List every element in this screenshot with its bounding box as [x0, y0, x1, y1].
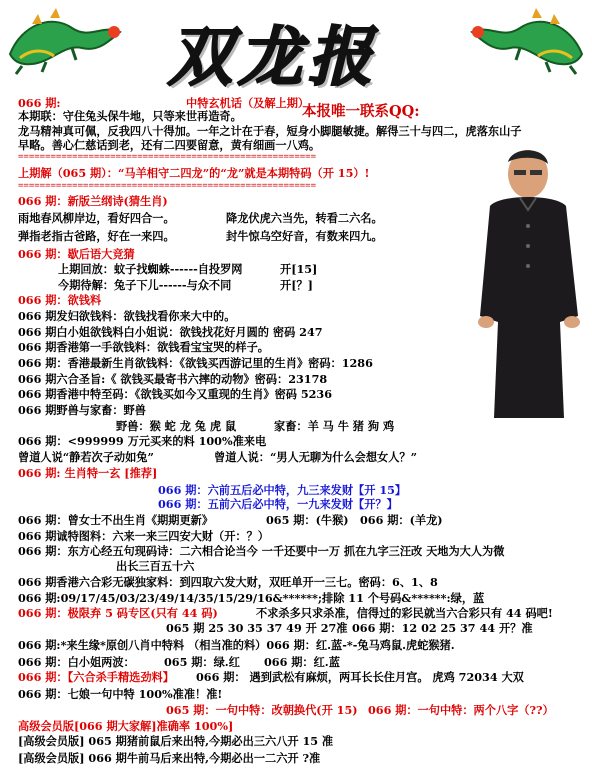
text-line: 066 期香港中特至码：《欲钱买如今又重现的生肖》密码 5236	[18, 387, 332, 401]
text-line: 066 期：12 02 25 37 44 开？准	[352, 621, 533, 635]
text-line: 066 期六合圣旨:《 欲钱买最寄书六摔的动物》密码：23178	[18, 372, 328, 386]
text-line: 066 期：<999999 万元买来的料 100%准来电	[18, 434, 267, 448]
text-line: 066 期：【六合杀手精选劲料】	[18, 670, 174, 684]
text-line: 066 期： 遇到武松有麻烦，两耳长长住月宫。 虎鸡 72034 大双	[196, 670, 524, 684]
text-line: 弹指老指古爸路，好在一来四。	[18, 229, 175, 243]
text-line: 066 期诚特图料：六来一来三四安大财（开：？）	[18, 529, 269, 543]
text-line: 066 期发妇欲钱料：欲钱找看你来大中的。	[18, 309, 236, 323]
text-line: 曾道人说：“男人无聊为什么会想女人？”	[214, 450, 418, 464]
text-line: 066 期：白小姐两波：	[18, 655, 135, 669]
text-line: 雨地春风柳岸边，看好四合一。	[18, 211, 175, 225]
text-line: 065 期：一句中特：改朝换代(开 15)	[166, 703, 358, 717]
text-line: 066 期:09/17/45/03/23/49/14/35/15/29/16&******;排除 11 个号码&******:绿，蓝	[18, 591, 485, 605]
text-line: 066 期：香港最新生肖欲钱料：《欲钱买西游记里的生肖》密码：1286	[18, 356, 373, 370]
text-line: 高级会员版[066 期大家解]准确率 100%]	[18, 719, 234, 733]
text-line: 066 期香港第一手欲钱料：欲钱看宝宝哭的样子。	[18, 340, 269, 354]
text-line: 065 期：绿.红	[164, 655, 240, 669]
separator-line: =======================================================	[18, 152, 317, 162]
text-line: 066 期白小姐欲钱料白小姐说：欲钱找花好月圆的 密码 247	[18, 325, 323, 339]
text-line: 家畜：羊 马 牛 猪 狗 鸡	[274, 419, 395, 433]
text-line: 066 期：新版兰纲诗(猜生肖)	[18, 194, 168, 208]
text-line: 066 期：歇后语大竞猜	[18, 247, 135, 261]
text-line: 066 期：曾女士不出生肖《期期更新》	[18, 513, 214, 527]
dragon-right-icon	[462, 4, 590, 78]
text-line: 开[15]	[280, 262, 318, 276]
text-line: 066 期:*来生缘*原创八肖中特料 （相当准的料）066 期：红.蓝-*-兔马鸡鼠.虎蛇猴猪.	[18, 638, 455, 652]
person-photo	[460, 146, 590, 418]
text-line: 上期解（065 期）：“马羊相守二四龙”的“龙”就是本期特码（开 15）!	[18, 166, 370, 180]
text-line: 本期联：守住兔头保牛地，只等来世再造奇。	[18, 109, 242, 123]
text-line: 野兽：猴 蛇 龙 兔 虎 鼠	[116, 419, 237, 433]
text-line: 066 期野兽与家畜：野兽	[18, 403, 146, 417]
text-line: 曾道人说“静若次子动如兔”	[18, 450, 154, 464]
separator-line: =======================================================	[18, 181, 317, 191]
text-line: 065 期 25 30 35 37 49 开 27准	[166, 621, 348, 635]
text-line: 066 期：六前五后必中特，九三来发财【开 15】	[158, 483, 407, 497]
text-line: 上期回放：蚊子找蜘蛛------自投罗网	[58, 262, 243, 276]
text-line: 不求杀多只求杀准，信得过的彩民就当六合彩只有 44 码吧!	[256, 606, 553, 620]
text-line: 065 期：(牛猴)	[266, 513, 349, 527]
text-line: 066 期:	[18, 96, 61, 110]
text-line: 066 期：东方心经五句现码诗：二六相合论当今 一千还要中一万 抓在九字三汪改 天地为大人为微	[18, 544, 505, 558]
text-line: 066 期：(羊龙)	[360, 513, 443, 527]
text-line: 中特玄机话（及解上期）	[186, 96, 310, 110]
contact-qq: 本报唯一联系QQ:	[302, 103, 420, 120]
text-line: 066 期香港六合彩无碳独家料：到四取六发大财，双旺单开一三七。密码：6、1、8	[18, 575, 438, 589]
text-line: 066 期：欲钱料	[18, 293, 102, 307]
text-line: 降龙伏虎六当先，转看二六名。	[226, 211, 383, 225]
newspaper-title: 双龙报	[168, 20, 378, 95]
text-line: 龙马精神真可佩，反我四八十得加。一年之计在于春，短身小脚腿敏捷。解得三十与四二，虎落东山子	[18, 124, 522, 138]
text-line: 066 期：红.蓝	[264, 655, 340, 669]
text-line: 066 期：一句中特：两个八字（??）	[368, 703, 554, 717]
text-line: 066 期: 生肖特一玄 [推荐]	[18, 466, 158, 480]
text-line: 066 期：极限弃 5 码专区(只有 44 码)	[18, 606, 218, 620]
text-line: [高级会员版] 066 期牛前马后来出特,今期必出一二六开 ?准	[18, 751, 321, 765]
dragon-left-icon	[2, 4, 130, 78]
text-line: 开[？]	[280, 278, 313, 292]
text-line: 066 期：七娘一句中特 100%准准！准!	[18, 687, 223, 701]
text-line: 今期待解：兔子下儿------与众不同	[58, 278, 232, 292]
text-line: 066 期：五前六后必中特，一九来发财【开？】	[158, 497, 398, 511]
text-line: 出长三百五十六	[116, 559, 195, 573]
text-line: 早略。善心仁慈话到老，还有二四要留意，黄有细画一八鸡。	[18, 138, 321, 152]
text-line: [高级会员版] 065 期猪前鼠后来出特,今期必出三六八开 15 准	[18, 734, 334, 748]
text-line: 封牛惊乌空好音，有数来四九。	[226, 229, 383, 243]
